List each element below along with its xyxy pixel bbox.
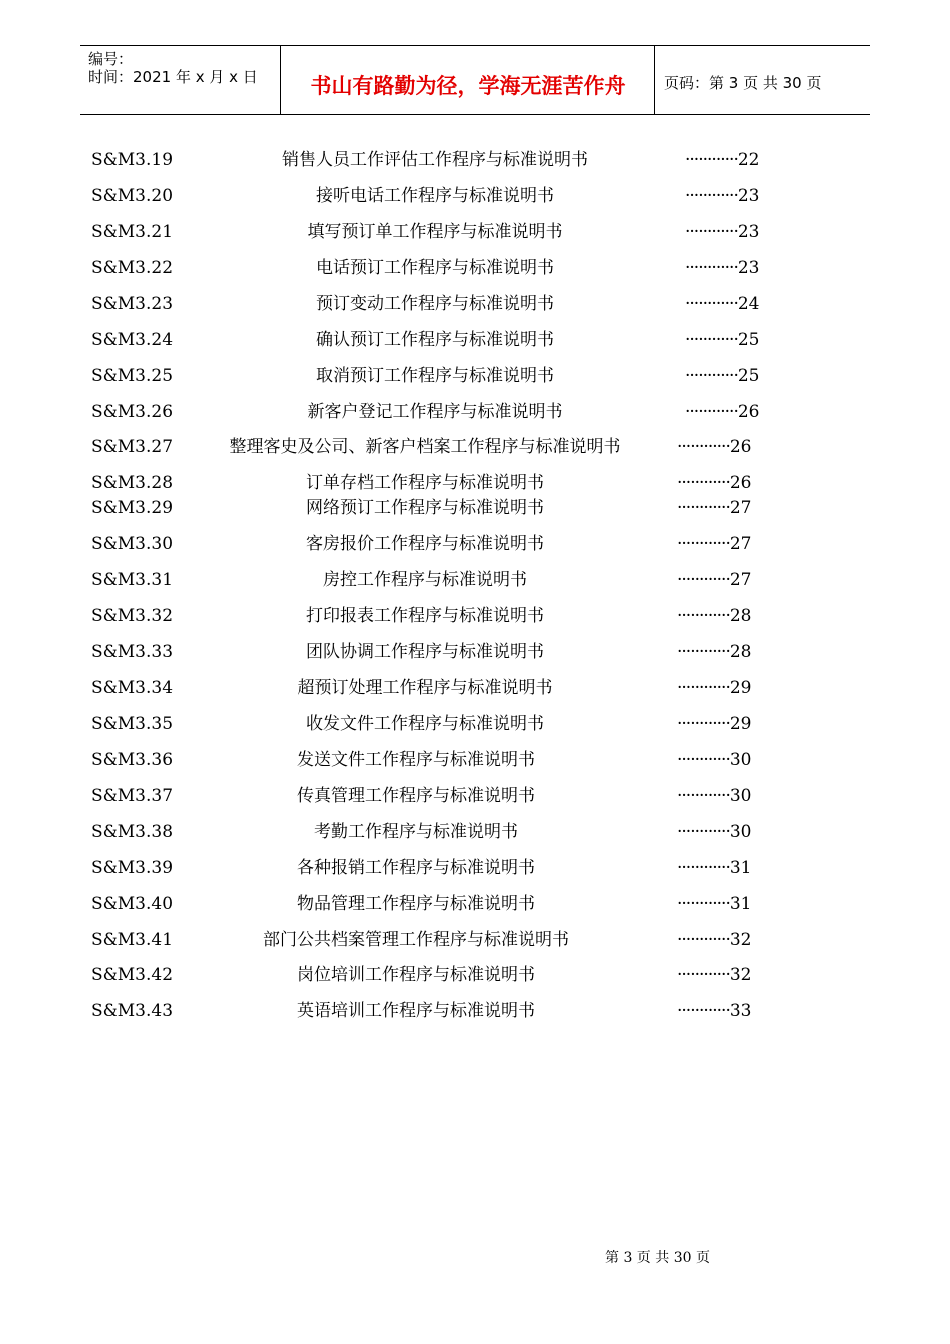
toc-entry-page: 25 xyxy=(737,330,760,350)
toc-entry-code: S&M3.19 xyxy=(91,150,174,170)
page-footer xyxy=(0,1247,950,1267)
toc-entry-leader xyxy=(677,999,752,1023)
toc-entry-leader xyxy=(677,640,752,664)
toc-entry-title: 英语培训工作程序与标准说明书 xyxy=(297,1001,535,1021)
toc-entry-page: 22 xyxy=(737,150,760,170)
toc-leader-dots: ············ xyxy=(685,150,738,170)
toc-leader-dots: ············ xyxy=(677,750,730,770)
toc-entry-page: 25 xyxy=(737,366,760,386)
toc-entry-page: 27 xyxy=(729,498,752,518)
toc-entry-code: S&M3.38 xyxy=(91,822,174,842)
toc-entry-title: 整理客史及公司、新客户档案工作程序与标准说明书 xyxy=(229,437,621,457)
toc-entry-title: 团队协调工作程序与标准说明书 xyxy=(306,642,544,662)
toc-entry-title: 部门公共档案管理工作程序与标准说明书 xyxy=(263,930,569,950)
toc-entry xyxy=(0,963,950,987)
toc-entry-code: S&M3.33 xyxy=(91,642,174,662)
toc-entry-page: 30 xyxy=(729,786,752,806)
toc-leader-dots: ············ xyxy=(677,606,730,626)
toc-entry-leader xyxy=(685,400,760,424)
toc-entry-leader xyxy=(685,328,760,352)
toc-leader-dots: ············ xyxy=(677,534,730,554)
toc-leader-dots: ············ xyxy=(677,894,730,914)
toc-entry-code: S&M3.35 xyxy=(91,714,174,734)
toc-entry-title: 预订变动工作程序与标准说明书 xyxy=(316,294,554,314)
toc-entry-code: S&M3.21 xyxy=(91,222,174,242)
toc-entry-code: S&M3.37 xyxy=(91,786,174,806)
toc-entry-code: S&M3.29 xyxy=(91,498,174,518)
toc-leader-dots: ············ xyxy=(685,222,738,242)
toc-entry-title: 确认预订工作程序与标准说明书 xyxy=(316,330,554,350)
toc-entry-leader xyxy=(677,604,752,628)
toc-entry-leader xyxy=(677,496,752,520)
toc-entry xyxy=(0,328,950,352)
toc-leader-dots: ············ xyxy=(685,402,738,422)
toc-entry-code: S&M3.27 xyxy=(91,437,174,457)
toc-entry-leader xyxy=(685,148,760,172)
toc-entry xyxy=(0,148,950,172)
toc-entry-title: 考勤工作程序与标准说明书 xyxy=(314,822,518,842)
toc-entry-page: 30 xyxy=(729,750,752,770)
toc-entry-title: 接听电话工作程序与标准说明书 xyxy=(316,186,554,206)
document-date-label: 时间：2021 年 x 月 x 日 xyxy=(88,68,258,86)
header-page-cell xyxy=(655,46,870,114)
toc-entry-leader xyxy=(677,748,752,772)
toc-entry-title: 房控工作程序与标准说明书 xyxy=(323,570,527,590)
toc-entry xyxy=(0,748,950,772)
toc-entry-code: S&M3.42 xyxy=(91,965,174,985)
toc-entry-page: 26 xyxy=(729,473,752,493)
toc-entry xyxy=(0,220,950,244)
toc-entry-code: S&M3.36 xyxy=(91,750,174,770)
toc-entry-page: 27 xyxy=(729,570,752,590)
toc-entry xyxy=(0,892,950,916)
toc-entry-page: 32 xyxy=(729,965,752,985)
document-number-label: 编号： xyxy=(88,50,134,68)
toc-entry-page: 31 xyxy=(729,894,752,914)
toc-entry xyxy=(0,712,950,736)
toc-entry-title: 新客户登记工作程序与标准说明书 xyxy=(307,402,563,422)
toc-leader-dots: ············ xyxy=(677,930,730,950)
toc-entry-code: S&M3.20 xyxy=(91,186,174,206)
toc-entry xyxy=(0,184,950,208)
toc-entry-leader xyxy=(685,220,760,244)
toc-entry-title: 网络预订工作程序与标准说明书 xyxy=(306,498,544,518)
toc-entry-page: 24 xyxy=(737,294,760,314)
toc-leader-dots: ············ xyxy=(677,858,730,878)
toc-entry xyxy=(0,568,950,592)
toc-entry-code: S&M3.34 xyxy=(91,678,174,698)
toc-entry xyxy=(0,784,950,808)
toc-entry-leader xyxy=(677,784,752,808)
toc-entry-code: S&M3.43 xyxy=(91,1001,174,1021)
toc-entry xyxy=(0,604,950,628)
toc-entry-code: S&M3.25 xyxy=(91,366,174,386)
toc-entry-code: S&M3.32 xyxy=(91,606,174,626)
toc-entry-title: 客房报价工作程序与标准说明书 xyxy=(306,534,544,554)
toc-entry-leader xyxy=(677,435,752,459)
toc-entry xyxy=(0,435,950,459)
toc-leader-dots: ············ xyxy=(677,437,730,457)
toc-entry-title: 电话预订工作程序与标准说明书 xyxy=(316,258,554,278)
toc-entry-page: 26 xyxy=(729,437,752,457)
toc-leader-dots: ············ xyxy=(685,294,738,314)
toc-entry-code: S&M3.22 xyxy=(91,258,174,278)
toc-leader-dots: ············ xyxy=(677,642,730,662)
toc-entry-title: 传真管理工作程序与标准说明书 xyxy=(297,786,535,806)
toc-entry-code: S&M3.39 xyxy=(91,858,174,878)
toc-entry-title: 物品管理工作程序与标准说明书 xyxy=(297,894,535,914)
toc-entry-page: 26 xyxy=(737,402,760,422)
toc-entry-title: 发送文件工作程序与标准说明书 xyxy=(297,750,535,770)
toc-entry-leader xyxy=(685,184,760,208)
toc-leader-dots: ············ xyxy=(677,714,730,734)
toc-entry xyxy=(0,820,950,844)
toc-entry xyxy=(0,400,950,424)
toc-leader-dots: ············ xyxy=(677,965,730,985)
header-page-code: 页码：第 3 页 共 30 页 xyxy=(664,74,822,92)
header-info-cell xyxy=(80,46,281,114)
toc-entry xyxy=(0,471,950,495)
toc-entry-page: 23 xyxy=(737,222,760,242)
toc-leader-dots: ············ xyxy=(685,330,738,350)
toc-entry-code: S&M3.28 xyxy=(91,473,174,493)
toc-entry-leader xyxy=(677,676,752,700)
toc-leader-dots: ············ xyxy=(677,570,730,590)
toc-entry-leader xyxy=(677,568,752,592)
toc-leader-dots: ············ xyxy=(677,822,730,842)
toc-entry-page: 31 xyxy=(729,858,752,878)
toc-entry-title: 销售人员工作评估工作程序与标准说明书 xyxy=(282,150,588,170)
toc-entry-code: S&M3.24 xyxy=(91,330,174,350)
toc-entry xyxy=(0,292,950,316)
toc-entry xyxy=(0,364,950,388)
toc-entry-page: 28 xyxy=(729,606,752,626)
toc-entry-leader xyxy=(685,292,760,316)
toc-entry-code: S&M3.23 xyxy=(91,294,174,314)
footer-page-number: 第 3 页 共 30 页 xyxy=(605,1250,710,1266)
toc-entry-leader xyxy=(685,256,760,280)
toc-entry-title: 打印报表工作程序与标准说明书 xyxy=(306,606,544,626)
toc-entry-leader xyxy=(677,928,752,952)
toc-entry-page: 29 xyxy=(729,714,752,734)
toc-leader-dots: ············ xyxy=(677,1001,730,1021)
toc-entry-leader xyxy=(677,892,752,916)
toc-leader-dots: ············ xyxy=(685,186,738,206)
toc-leader-dots: ············ xyxy=(677,498,730,518)
toc-entry xyxy=(0,999,950,1023)
toc-leader-dots: ············ xyxy=(685,258,738,278)
toc-entry-page: 27 xyxy=(729,534,752,554)
toc-entry xyxy=(0,496,950,520)
toc-entry-code: S&M3.31 xyxy=(91,570,174,590)
toc-entry xyxy=(0,640,950,664)
toc-entry-code: S&M3.41 xyxy=(91,930,174,950)
toc-entry-page: 23 xyxy=(737,258,760,278)
toc-entry xyxy=(0,532,950,556)
toc-entry-code: S&M3.30 xyxy=(91,534,174,554)
toc-entry xyxy=(0,676,950,700)
toc-entry-leader xyxy=(677,856,752,880)
toc-entry-page: 33 xyxy=(729,1001,752,1021)
toc-leader-dots: ············ xyxy=(677,678,730,698)
toc-entry-leader xyxy=(677,532,752,556)
toc-entry-title: 超预订处理工作程序与标准说明书 xyxy=(297,678,553,698)
toc-leader-dots: ············ xyxy=(677,473,730,493)
toc-entry-leader xyxy=(677,963,752,987)
toc-entry-title: 各种报销工作程序与标准说明书 xyxy=(297,858,535,878)
toc-entry-leader xyxy=(677,820,752,844)
toc-entry xyxy=(0,256,950,280)
header-motto: 书山有路勤为径，学海无涯苦作舟 xyxy=(310,74,626,98)
toc-entry-title: 订单存档工作程序与标准说明书 xyxy=(306,473,544,493)
toc-entry-page: 23 xyxy=(737,186,760,206)
toc-entry-page: 28 xyxy=(729,642,752,662)
toc-entry xyxy=(0,856,950,880)
toc-entry xyxy=(0,928,950,952)
toc-entry-title: 取消预订工作程序与标准说明书 xyxy=(316,366,554,386)
toc-entry-page: 30 xyxy=(729,822,752,842)
toc-entry-leader xyxy=(677,712,752,736)
toc-entry-page: 32 xyxy=(729,930,752,950)
header-motto-cell xyxy=(281,46,655,114)
toc-entry-leader xyxy=(677,471,752,495)
toc-entry-title: 填写预订单工作程序与标准说明书 xyxy=(307,222,563,242)
toc-entry-title: 岗位培训工作程序与标准说明书 xyxy=(297,965,535,985)
toc-leader-dots: ············ xyxy=(685,366,738,386)
toc-entry-page: 29 xyxy=(729,678,752,698)
toc-leader-dots: ············ xyxy=(677,786,730,806)
toc-entry-code: S&M3.40 xyxy=(91,894,174,914)
toc-entry-title: 收发文件工作程序与标准说明书 xyxy=(306,714,544,734)
toc-entry-code: S&M3.26 xyxy=(91,402,174,422)
page-header xyxy=(80,45,870,115)
toc-entry-leader xyxy=(685,364,760,388)
